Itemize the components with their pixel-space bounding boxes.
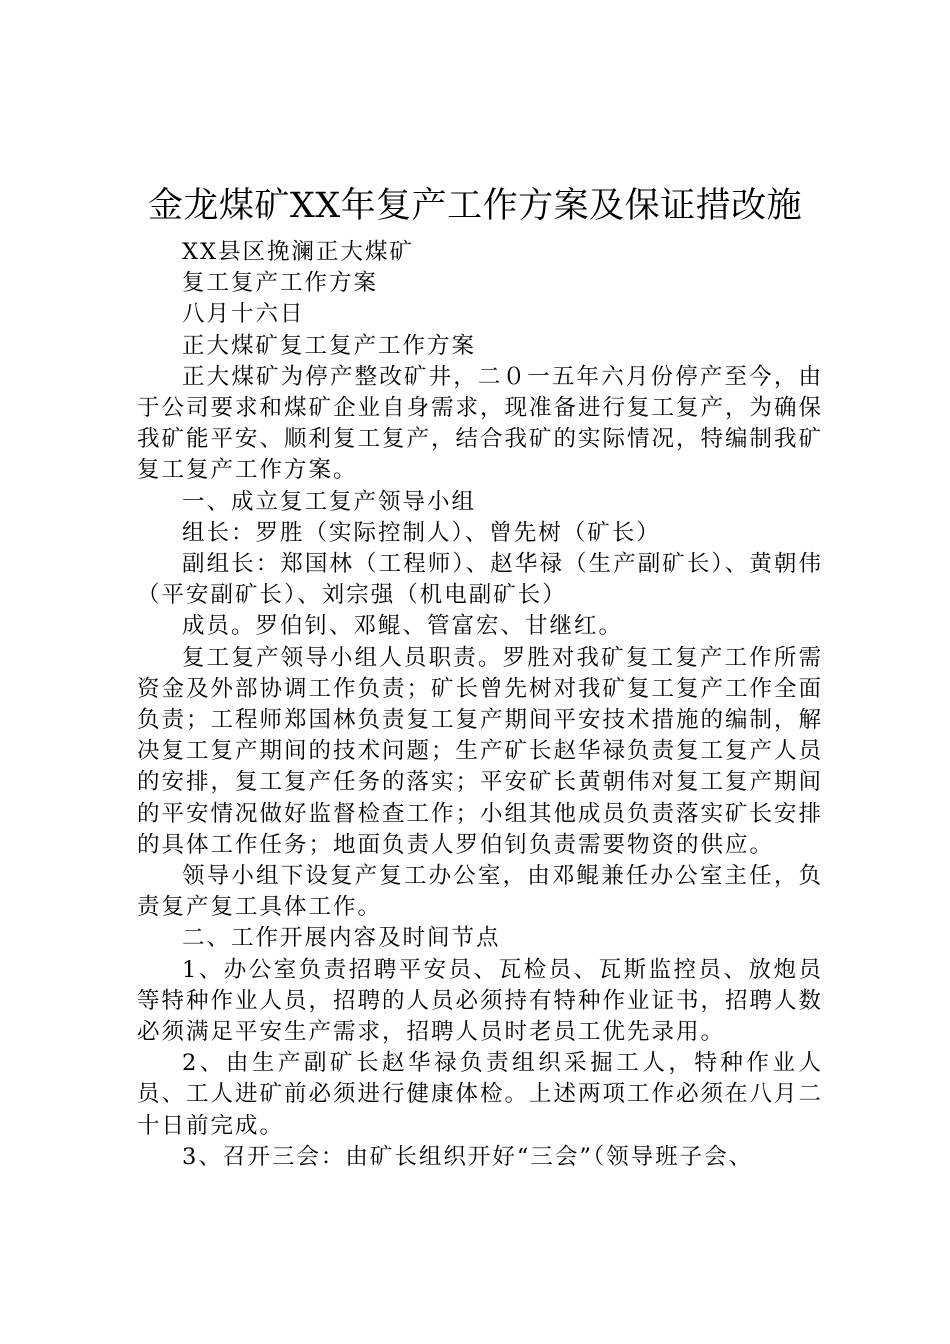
section-heading-2: 二、工作开展内容及时间节点 (182, 925, 501, 952)
paragraph-item-3: 3、召开三会：由矿长组织开好“三会”（领导班子会、 (182, 1143, 754, 1170)
paragraph-group-leader: 组长：罗胜（实际控制人）、曾先树（矿长） (182, 519, 661, 546)
paragraph-mine-name: XX县区挽澜正大煤矿 (182, 239, 415, 265)
paragraph-duties: 复工复产领导小组人员职责。罗胜对我矿复工复产工作所需资金及外部协调工作负责；矿长曾先树对我矿复工复产工作全面负责；工程师郑国林负责复工复产期间平安技术措施的编制，解决复工复产期间的技术问题；生产矿长赵华禄负责复工复产人员的安排，复工复产任务的落实；平安矿长黄朝伟对复工复产期间的平安情况做好监督检查工作；小组其他成员负责落实矿长安排的具体工作任务；地面负责人罗伯钊负责需要物资的供应。 (137, 644, 824, 858)
paragraph-deputy-leaders: 副组长：郑国林（工程师）、赵华禄（生产副矿长）、黄朝伟（平安副矿长）、刘宗强（机电副矿长） (137, 551, 823, 609)
paragraph-plan-name: 复工复产工作方案 (182, 270, 379, 297)
paragraph-item-2: 2、由生产副矿长赵华禄负责组织采掘工人，特种作业人员、工人进矿前必须进行健康体检。上述两项工作必须在八月二十日前完成。 (137, 1050, 824, 1139)
paragraph-members: 成员。罗伯钊、邓鲲、管富宏、甘继红。 (182, 613, 624, 640)
paragraph-item-1: 1、办公室负责招聘平安员、瓦检员、瓦斯监控员、放炮员等特种作业人员，招聘的人员必须持有特种作业证书，招聘人数必须满足平安生产需求，招聘人员时老员工优先录用。 (137, 956, 824, 1046)
paragraph-heading: 正大煤矿复工复产工作方案 (182, 332, 477, 359)
paragraph-date: 八月十六日 (182, 301, 305, 328)
paragraph-office: 领导小组下设复产复工办公室，由邓鲲兼任办公室主任，负责复产复工具体工作。 (137, 863, 823, 921)
document-title: 金龙煤矿XX年复产工作方案及保证措改施 (147, 186, 803, 226)
document-body (137, 237, 823, 1173)
paragraph-intro: 正大煤矿为停产整改矿井，二０一五年六月份停产至今，由于公司要求和煤矿企业自身需求，现准备进行复工复产，为确保我矿能平安、顺利复工复产，结合我矿的实际情况，特编制我矿复工复产工作方案。 (137, 363, 824, 484)
section-heading-1: 一、成立复工复产领导小组 (182, 488, 477, 515)
